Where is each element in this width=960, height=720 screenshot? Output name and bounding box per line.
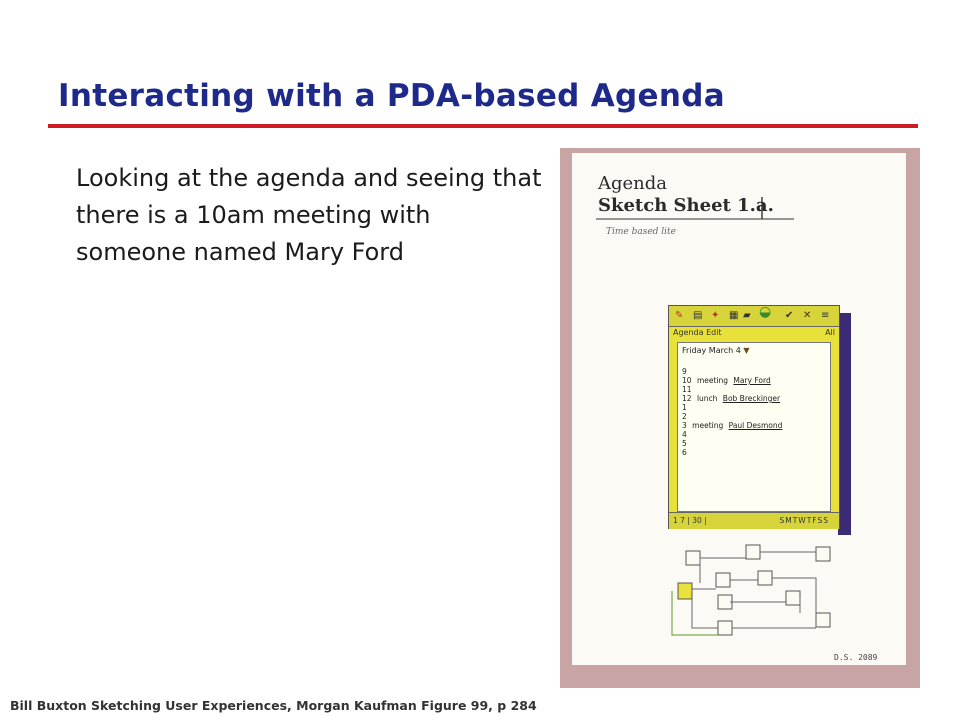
agenda-row <box>682 367 687 376</box>
wrench-icon: ✕ <box>803 310 812 321</box>
sketch-heading: Agenda <box>598 173 668 194</box>
agenda-row <box>682 412 687 421</box>
page-icon: ▦ <box>729 310 739 321</box>
sketch-paper <box>572 153 906 665</box>
agenda-hour: 2 <box>682 412 687 421</box>
sketch-subheading: Sketch Sheet 1.a. <box>598 195 774 216</box>
agenda-entry-type: lunch <box>696 394 718 403</box>
check-icon: ✔ <box>785 310 794 321</box>
pda-device <box>668 305 840 529</box>
agenda-row <box>682 448 687 457</box>
flow-diagram-sketch <box>666 543 856 643</box>
sketch-note: Time based lite <box>606 227 676 237</box>
sketch-signature: D.S. 2089 <box>834 653 878 662</box>
agenda-row <box>682 376 771 385</box>
agenda-entry-type: meeting <box>696 376 729 385</box>
agenda-hour: 10 <box>682 376 692 385</box>
dropdown-arrow-icon: ▼ <box>743 346 750 355</box>
agenda-row <box>682 430 687 439</box>
pda-menubar <box>671 328 837 340</box>
agenda-hour: 11 <box>682 385 692 394</box>
agenda-entry-name: Mary Ford <box>733 376 771 385</box>
menu-icon: ≡ <box>821 310 830 321</box>
pda-footer <box>669 512 839 529</box>
title-underline <box>48 124 918 128</box>
agenda-sketch-image <box>560 148 920 688</box>
agenda-tab-icon: ◒ <box>759 304 772 320</box>
pda-date-label: Friday March 4 <box>682 346 741 355</box>
pda-footer-left: 1 7 | 30 | <box>673 516 707 525</box>
agenda-hour: 3 <box>682 421 687 430</box>
figure-citation: Bill Buxton Sketching User Experiences, Morgan Kaufman Figure 99, p 284 <box>10 698 537 713</box>
tool-icon: ✦ <box>711 310 720 321</box>
pda-toolbar <box>669 306 839 327</box>
pda-screen <box>677 342 831 512</box>
pda-date <box>682 346 750 355</box>
agenda-row <box>682 385 692 394</box>
agenda-entry-type: meeting <box>692 421 724 430</box>
pda-footer-weekdays: SMTWTFSS <box>779 516 829 525</box>
agenda-row <box>682 394 780 403</box>
pda-menu-left: Agenda Edit <box>673 328 722 337</box>
agenda-hour: 4 <box>682 430 687 439</box>
agenda-row <box>682 421 782 430</box>
agenda-hour: 5 <box>682 439 687 448</box>
agenda-row <box>682 439 687 448</box>
agenda-hour: 6 <box>682 448 687 457</box>
agenda-entry-name: Paul Desmond <box>728 421 783 430</box>
pen-icon: ✎ <box>675 310 684 321</box>
slide-body-text: Looking at the agenda and seeing that there is a 10am meeting with someone named Mary Ford <box>76 164 542 266</box>
agenda-hour: 9 <box>682 367 687 376</box>
notebook-icon: ▤ <box>693 310 703 321</box>
note-icon: ▰ <box>743 310 751 321</box>
agenda-row <box>682 403 687 412</box>
slide-title: Interacting with a PDA-based Agenda <box>58 78 725 114</box>
agenda-hour: 1 <box>682 403 687 412</box>
agenda-hour: 12 <box>682 394 692 403</box>
pda-menu-right: All <box>825 328 835 337</box>
agenda-entry-name: Bob Breckinger <box>722 394 781 403</box>
